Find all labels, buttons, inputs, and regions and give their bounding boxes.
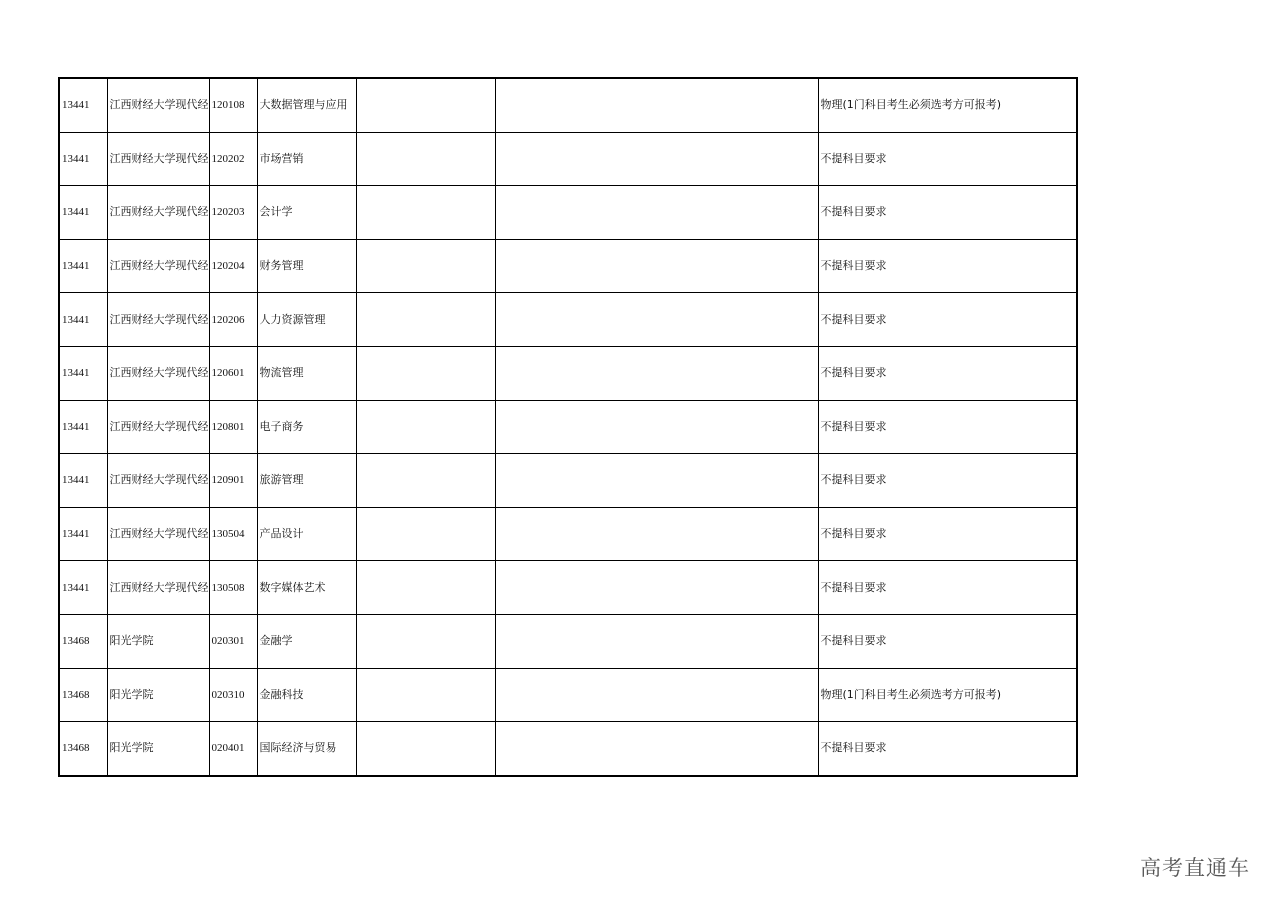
empty-cell-5 bbox=[356, 346, 495, 400]
school-name-cell: 阳光学院 bbox=[107, 668, 209, 722]
watermark-text: 高考直通车 bbox=[1140, 856, 1250, 880]
table-row bbox=[59, 293, 1077, 347]
school-name-cell: 江西财经大学现代经 bbox=[107, 293, 209, 347]
table-row bbox=[59, 346, 1077, 400]
table-row bbox=[59, 668, 1077, 722]
major-name-cell: 产品设计 bbox=[257, 507, 356, 561]
school-code-cell: 13441 bbox=[59, 507, 107, 561]
table-row bbox=[59, 507, 1077, 561]
table-row bbox=[59, 239, 1077, 293]
major-name-cell: 金融科技 bbox=[257, 668, 356, 722]
major-code-cell: 120206 bbox=[209, 293, 257, 347]
subject-requirement-cell: 物理(1门科目考生必须选考方可报考) bbox=[818, 668, 1077, 722]
major-code-cell: 130508 bbox=[209, 561, 257, 615]
major-name-cell: 金融学 bbox=[257, 614, 356, 668]
empty-cell-5 bbox=[356, 132, 495, 186]
empty-cell-6 bbox=[495, 454, 818, 508]
subject-requirement-cell: 不提科目要求 bbox=[818, 614, 1077, 668]
empty-cell-5 bbox=[356, 454, 495, 508]
admission-table bbox=[58, 77, 1078, 777]
school-code-cell: 13468 bbox=[59, 722, 107, 776]
empty-cell-6 bbox=[495, 722, 818, 776]
empty-cell-5 bbox=[356, 561, 495, 615]
school-name-cell: 江西财经大学现代经 bbox=[107, 186, 209, 240]
subject-requirement-cell: 不提科目要求 bbox=[818, 346, 1077, 400]
major-code-cell: 020310 bbox=[209, 668, 257, 722]
major-name-cell: 人力资源管理 bbox=[257, 293, 356, 347]
empty-cell-5 bbox=[356, 614, 495, 668]
school-code-cell: 13441 bbox=[59, 293, 107, 347]
school-name-cell: 江西财经大学现代经 bbox=[107, 561, 209, 615]
major-name-cell: 大数据管理与应用 bbox=[257, 78, 356, 132]
empty-cell-6 bbox=[495, 132, 818, 186]
school-code-cell: 13468 bbox=[59, 614, 107, 668]
empty-cell-6 bbox=[495, 561, 818, 615]
school-code-cell: 13441 bbox=[59, 132, 107, 186]
empty-cell-5 bbox=[356, 668, 495, 722]
school-code-cell: 13441 bbox=[59, 346, 107, 400]
school-code-cell: 13468 bbox=[59, 668, 107, 722]
school-code-cell: 13441 bbox=[59, 186, 107, 240]
table-body bbox=[59, 78, 1077, 776]
table-row bbox=[59, 561, 1077, 615]
empty-cell-5 bbox=[356, 400, 495, 454]
empty-cell-6 bbox=[495, 614, 818, 668]
school-name-cell: 阳光学院 bbox=[107, 722, 209, 776]
school-name-cell: 阳光学院 bbox=[107, 614, 209, 668]
table-row bbox=[59, 78, 1077, 132]
major-code-cell: 120901 bbox=[209, 454, 257, 508]
major-name-cell: 财务管理 bbox=[257, 239, 356, 293]
subject-requirement-cell: 物理(1门科目考生必须选考方可报考) bbox=[818, 78, 1077, 132]
major-name-cell: 数字媒体艺术 bbox=[257, 561, 356, 615]
subject-requirement-cell: 不提科目要求 bbox=[818, 561, 1077, 615]
school-code-cell: 13441 bbox=[59, 239, 107, 293]
table-row bbox=[59, 400, 1077, 454]
major-name-cell: 旅游管理 bbox=[257, 454, 356, 508]
table-row bbox=[59, 186, 1077, 240]
empty-cell-6 bbox=[495, 507, 818, 561]
major-code-cell: 120203 bbox=[209, 186, 257, 240]
subject-requirement-cell: 不提科目要求 bbox=[818, 186, 1077, 240]
empty-cell-6 bbox=[495, 668, 818, 722]
subject-requirement-cell: 不提科目要求 bbox=[818, 722, 1077, 776]
empty-cell-5 bbox=[356, 507, 495, 561]
empty-cell-6 bbox=[495, 400, 818, 454]
empty-cell-5 bbox=[356, 722, 495, 776]
major-code-cell: 120202 bbox=[209, 132, 257, 186]
table-row bbox=[59, 614, 1077, 668]
school-name-cell: 江西财经大学现代经 bbox=[107, 400, 209, 454]
empty-cell-6 bbox=[495, 186, 818, 240]
major-code-cell: 020401 bbox=[209, 722, 257, 776]
empty-cell-6 bbox=[495, 78, 818, 132]
major-code-cell: 130504 bbox=[209, 507, 257, 561]
major-code-cell: 120801 bbox=[209, 400, 257, 454]
empty-cell-6 bbox=[495, 239, 818, 293]
major-name-cell: 物流管理 bbox=[257, 346, 356, 400]
empty-cell-5 bbox=[356, 239, 495, 293]
major-code-cell: 020301 bbox=[209, 614, 257, 668]
school-code-cell: 13441 bbox=[59, 454, 107, 508]
table-row bbox=[59, 132, 1077, 186]
school-name-cell: 江西财经大学现代经 bbox=[107, 78, 209, 132]
school-code-cell: 13441 bbox=[59, 561, 107, 615]
major-name-cell: 市场营销 bbox=[257, 132, 356, 186]
subject-requirement-cell: 不提科目要求 bbox=[818, 239, 1077, 293]
empty-cell-5 bbox=[356, 78, 495, 132]
empty-cell-6 bbox=[495, 346, 818, 400]
major-code-cell: 120204 bbox=[209, 239, 257, 293]
empty-cell-5 bbox=[356, 186, 495, 240]
subject-requirement-cell: 不提科目要求 bbox=[818, 400, 1077, 454]
subject-requirement-cell: 不提科目要求 bbox=[818, 454, 1077, 508]
major-name-cell: 会计学 bbox=[257, 186, 356, 240]
major-code-cell: 120601 bbox=[209, 346, 257, 400]
subject-requirement-cell: 不提科目要求 bbox=[818, 293, 1077, 347]
empty-cell-6 bbox=[495, 293, 818, 347]
major-code-cell: 120108 bbox=[209, 78, 257, 132]
table-row bbox=[59, 722, 1077, 776]
school-code-cell: 13441 bbox=[59, 400, 107, 454]
school-name-cell: 江西财经大学现代经 bbox=[107, 454, 209, 508]
empty-cell-5 bbox=[356, 293, 495, 347]
school-name-cell: 江西财经大学现代经 bbox=[107, 346, 209, 400]
subject-requirement-cell: 不提科目要求 bbox=[818, 132, 1077, 186]
major-name-cell: 电子商务 bbox=[257, 400, 356, 454]
school-name-cell: 江西财经大学现代经 bbox=[107, 132, 209, 186]
major-name-cell: 国际经济与贸易 bbox=[257, 722, 356, 776]
subject-requirement-cell: 不提科目要求 bbox=[818, 507, 1077, 561]
school-name-cell: 江西财经大学现代经 bbox=[107, 507, 209, 561]
table-row bbox=[59, 454, 1077, 508]
school-name-cell: 江西财经大学现代经 bbox=[107, 239, 209, 293]
school-code-cell: 13441 bbox=[59, 78, 107, 132]
